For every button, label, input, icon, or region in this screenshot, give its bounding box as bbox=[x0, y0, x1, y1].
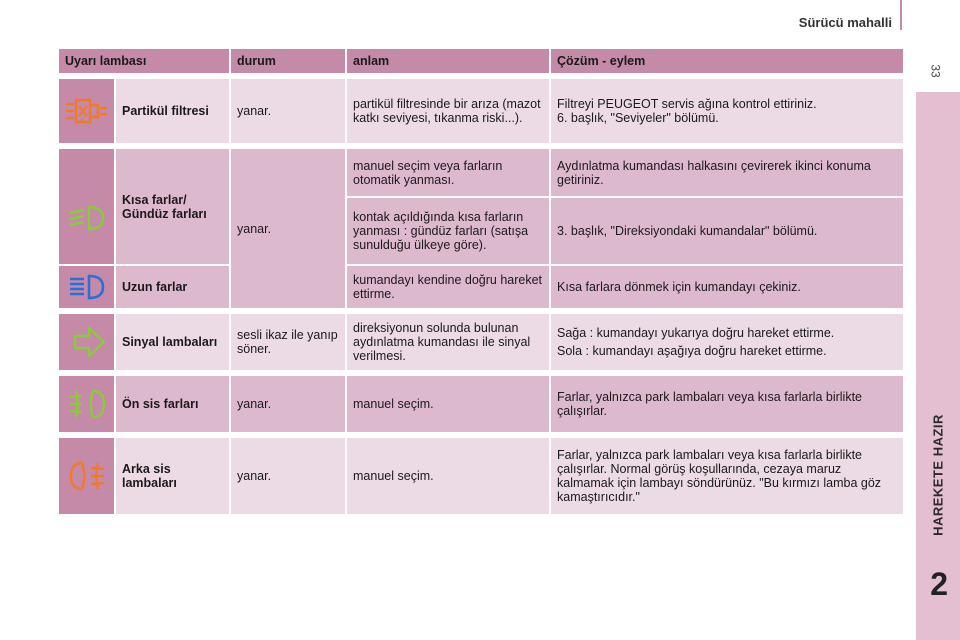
action-line: 6. başlık, "Seviyeler" bölümü. bbox=[557, 111, 719, 125]
meaning-cell: manuel seçim. bbox=[346, 437, 550, 515]
particulate-filter-icon bbox=[59, 96, 114, 126]
action-cell: Kısa farlara dönmek için kumandayı çekiniz. bbox=[550, 265, 904, 309]
table-row bbox=[58, 148, 904, 197]
table-row bbox=[58, 375, 904, 433]
main-beam-icon bbox=[59, 273, 114, 301]
header-rule bbox=[900, 0, 902, 30]
turn-signal-icon bbox=[59, 325, 114, 359]
status-cell: sesli ikaz ile yanıp söner. bbox=[230, 313, 346, 371]
header-meaning: anlam bbox=[346, 48, 550, 74]
action-cell bbox=[550, 78, 904, 144]
action-line: Filtreyi PEUGEOT servis ağına kontrol ettiriniz. bbox=[557, 97, 817, 111]
lamp-label: Kısa farlar/ Gündüz farları bbox=[115, 148, 230, 265]
side-section-label-text: HAREKETE HAZIR bbox=[930, 414, 946, 536]
rear-fog-icon bbox=[59, 460, 114, 492]
meaning-cell: manuel seçim. bbox=[346, 375, 550, 433]
lamp-label: Partikül filtresi bbox=[115, 78, 230, 144]
action-cell: Farlar, yalnızca park lambaları veya kısa farlarla birlikte çalışırlar. bbox=[550, 375, 904, 433]
meaning-cell: direksiyonun solunda bulunan aydınlatma kumandası ile sinyal verilmesi. bbox=[346, 313, 550, 371]
icon-cell bbox=[58, 313, 115, 371]
table-row bbox=[58, 78, 904, 144]
action-cell bbox=[550, 313, 904, 371]
lamp-label: Uzun farlar bbox=[115, 265, 230, 309]
header-action: Çözüm - eylem bbox=[550, 48, 904, 74]
table-row bbox=[58, 265, 904, 309]
header-status: durum bbox=[230, 48, 346, 74]
chapter-number: 2 bbox=[930, 566, 948, 602]
status-cell: yanar. bbox=[230, 148, 346, 309]
table-row bbox=[58, 437, 904, 515]
action-cell: 3. başlık, "Direksiyondaki kumandalar" bölümü. bbox=[550, 197, 904, 265]
dipped-beam-icon bbox=[59, 204, 114, 232]
side-section-label bbox=[928, 395, 948, 555]
meaning-cell: kumandayı kendine doğru hareket ettirme. bbox=[346, 265, 550, 309]
side-band bbox=[916, 92, 960, 640]
icon-cell bbox=[58, 437, 115, 515]
status-cell: yanar. bbox=[230, 437, 346, 515]
table-header-row bbox=[58, 48, 904, 74]
icon-cell bbox=[58, 375, 115, 433]
lamp-label: Sinyal lambaları bbox=[115, 313, 230, 371]
page-header-title: Sürücü mahalli bbox=[798, 15, 892, 30]
action-line: Sola : kumandayı aşağıya doğru hareket ettirme. bbox=[557, 344, 827, 358]
lamp-label: Arka sis lambaları bbox=[115, 437, 230, 515]
front-fog-icon bbox=[59, 388, 114, 420]
meaning-cell: partikül filtresinde bir arıza (mazot katkı seviyesi, tıkanma riski...). bbox=[346, 78, 550, 144]
warning-lamp-table bbox=[57, 47, 905, 516]
status-cell: yanar. bbox=[230, 375, 346, 433]
table-row bbox=[58, 313, 904, 371]
page-number: 33 bbox=[928, 64, 943, 78]
action-line: Sağa : kumandayı yukarıya doğru hareket ettirme. bbox=[557, 326, 835, 340]
status-cell: yanar. bbox=[230, 78, 346, 144]
action-cell: Aydınlatma kumandası halkasını çevirerek ikinci konuma getiriniz. bbox=[550, 148, 904, 197]
header-warning-lamp: Uyarı lambası bbox=[58, 48, 230, 74]
lamp-label: Ön sis farları bbox=[115, 375, 230, 433]
icon-cell bbox=[58, 265, 115, 309]
action-cell: Farlar, yalnızca park lambaları veya kısa farlarla birlikte çalışırlar. Normal görüş koşullarında, cezaya maruz kalmamak için lambayı söndürünüz. "Bu kırmızı lamba göz kamaştırıcıdır." bbox=[550, 437, 904, 515]
icon-cell bbox=[58, 78, 115, 144]
meaning-cell: kontak açıldığında kısa farların yanması : gündüz farları (satışa sunulduğu ülkeye göre). bbox=[346, 197, 550, 265]
icon-cell bbox=[58, 148, 115, 265]
meaning-cell: manuel seçim veya farların otomatik yanması. bbox=[346, 148, 550, 197]
